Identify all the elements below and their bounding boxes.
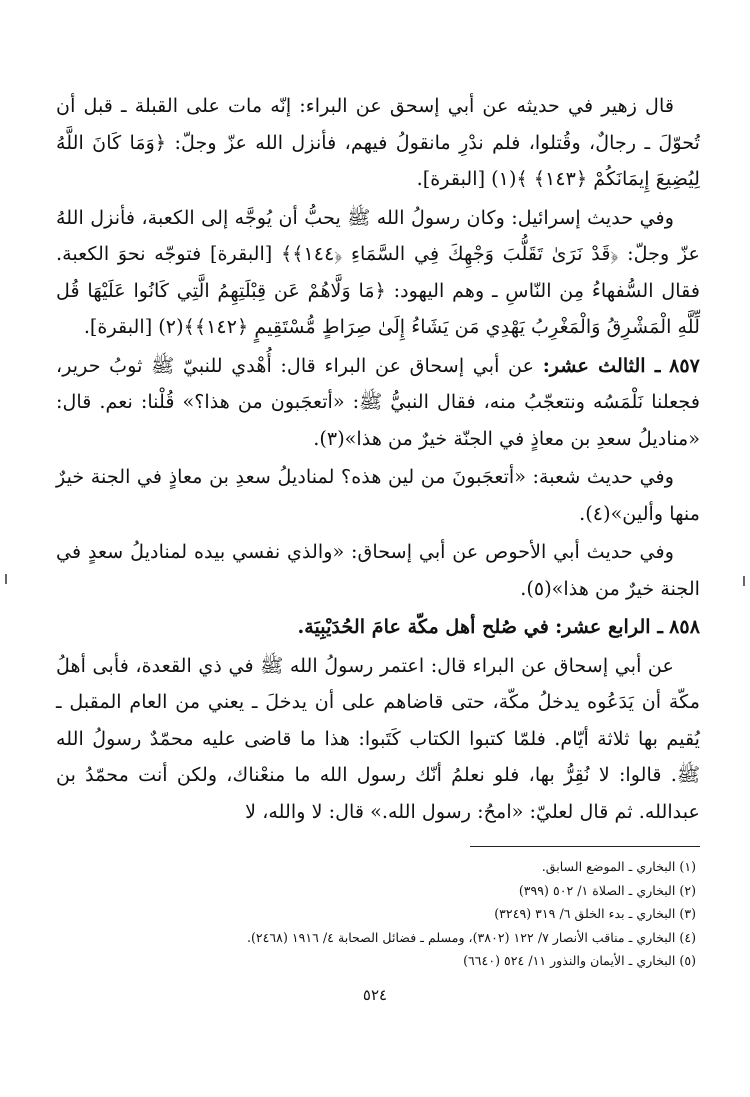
footnote-4: (٤) البخاري ـ مناقب الأنصار ٧/ ١٢٢ (٣٨٠٢)، ومسلم ـ فضائل الصحابة ٤/ ١٩١٦ (٢٤٦٨). bbox=[246, 929, 696, 945]
hadith-text: في صُلح أهل مكّة عامَ الحُدَيْبِيَة. bbox=[297, 615, 549, 638]
footnote-2: (٢) البخاري ـ الصلاة ١/ ٥٠٢ (٣٩٩) bbox=[518, 882, 696, 898]
main-text bbox=[56, 88, 700, 830]
paragraph-1: قال زهير في حديثه عن أبي إسحق عن البراء: إنّه مات على القبلة ـ قبل أن تُحوّلَ ـ رجالٌ، وقُتلوا، فلم ندْرِ مانقولُ فيهم، فأنزل الله عزّ وجلّ: ﴿وَمَا كَانَ اللَّهُ لِيُضِيعَ إِيمَانَكُمْ ﴿١٤٣﴾ ﴾(١) [البقرة]. bbox=[56, 94, 700, 190]
margin-mark-right bbox=[743, 576, 745, 586]
hadith-858 bbox=[56, 609, 700, 646]
margin-mark-left bbox=[5, 574, 7, 584]
paragraph-abi-ahwas: وفي حديث أبي الأحوص عن أبي إسحاق: «والذي نفسي بيده لمناديلُ سعدٍ في الجنة خيرٌ من هذا»(٥). bbox=[56, 540, 700, 600]
paragraph-2: وفي حديث إسرائيل: وكان رسولُ الله ﷺ يحبُّ أن يُوجَّه إلى الكعبة، فأنزل اللهُ عزّ وجلّ: ﴿قَدْ نَرَىٰ تَقَلُّبَ وَجْهِكَ فِي السَّمَاءِ ﴿١٤٤﴾﴾ [البقرة] فتوجّه نحوَ الكعبة. فقال السُّفهاءُ مِن النّاسِ ـ وهم اليهود: ﴿مَا وَلَّاهُمْ عَن قِبْلَتِهِمُ الَّتِي كَانُوا عَلَيْهَا قُل لِّلَّهِ الْمَشْرِقُ وَالْمَغْرِبُ يَهْدِي مَن يَشَاءُ إِلَىٰ صِرَاطٍ مُّسْتَقِيمٍ ﴿١٤٢﴾﴾(٢) [البقرة]. bbox=[56, 205, 700, 338]
hadith-number: ٨٥٧ bbox=[669, 353, 700, 377]
footnotes bbox=[56, 855, 700, 973]
paragraph-shuba: وفي حديث شعبة: «أتعجَبونَ من لين هذه؟ لمناديلُ سعدِ بن معاذٍ في الجنة خيرٌ منها وألين»(٤). bbox=[56, 465, 700, 525]
footnote-5: (٥) البخاري ـ الأيمان والنذور ١١/ ٥٢٤ (٦٦٤٠) bbox=[463, 953, 696, 969]
page-number: ٥٢٤ bbox=[362, 986, 388, 1004]
paragraph-hudaybiya: عن أبي إسحاق عن البراء قال: اعتمر رسولُ الله ﷺ في ذي القعدة، فأبى أهلُ مكّة أن يَدَعُوه يدخلُ مكّة، حتى قاضاهم على أن يدخلَ ـ يعني من العام المقبل ـ يُقيم بها ثلاثة أيّام. فلمّا كتبوا الكتاب كَتَبوا: هذا ما قاضى عليه محمّدٌ رسولُ الله ﷺ. قالوا: لا نُقِرُّ بها، فلو نعلمُ أنّك رسول الله ما منعْناك، ولكن أنت محمّدُ بن عبدالله. ثم قال لعليّ: «امحُ: رسول الله.» قال: لا والله، لا bbox=[56, 653, 700, 823]
footnote-3: (٣) البخاري ـ بدء الخلق ٦/ ٣١٩ (٣٢٤٩) bbox=[494, 906, 696, 922]
hadith-heading: ـ الرابع عشر: bbox=[555, 615, 663, 638]
footnote-1: (١) البخاري ـ الموضع السابق. bbox=[541, 859, 696, 874]
hadith-857 bbox=[56, 348, 700, 458]
footnote-divider bbox=[470, 846, 700, 847]
hadith-text: عن أبي إسحاق عن البراء قال: أُهْدي للنبيّ ﷺ ثوبُ حرير، فجعلنا نَلْمَسُه ونتعجّبُ منه، فقال النبيُّ ﷺ: «أتعجَبون من هذا؟» قُلْنا: نعم. قال: «مناديلُ سعدِ بن معاذٍ في الجنّة خيرٌ من هذا»(٣). bbox=[56, 353, 700, 450]
hadith-heading: ـ الثالث عشر: bbox=[542, 353, 661, 377]
hadith-number: ٨٥٨ bbox=[669, 615, 700, 638]
